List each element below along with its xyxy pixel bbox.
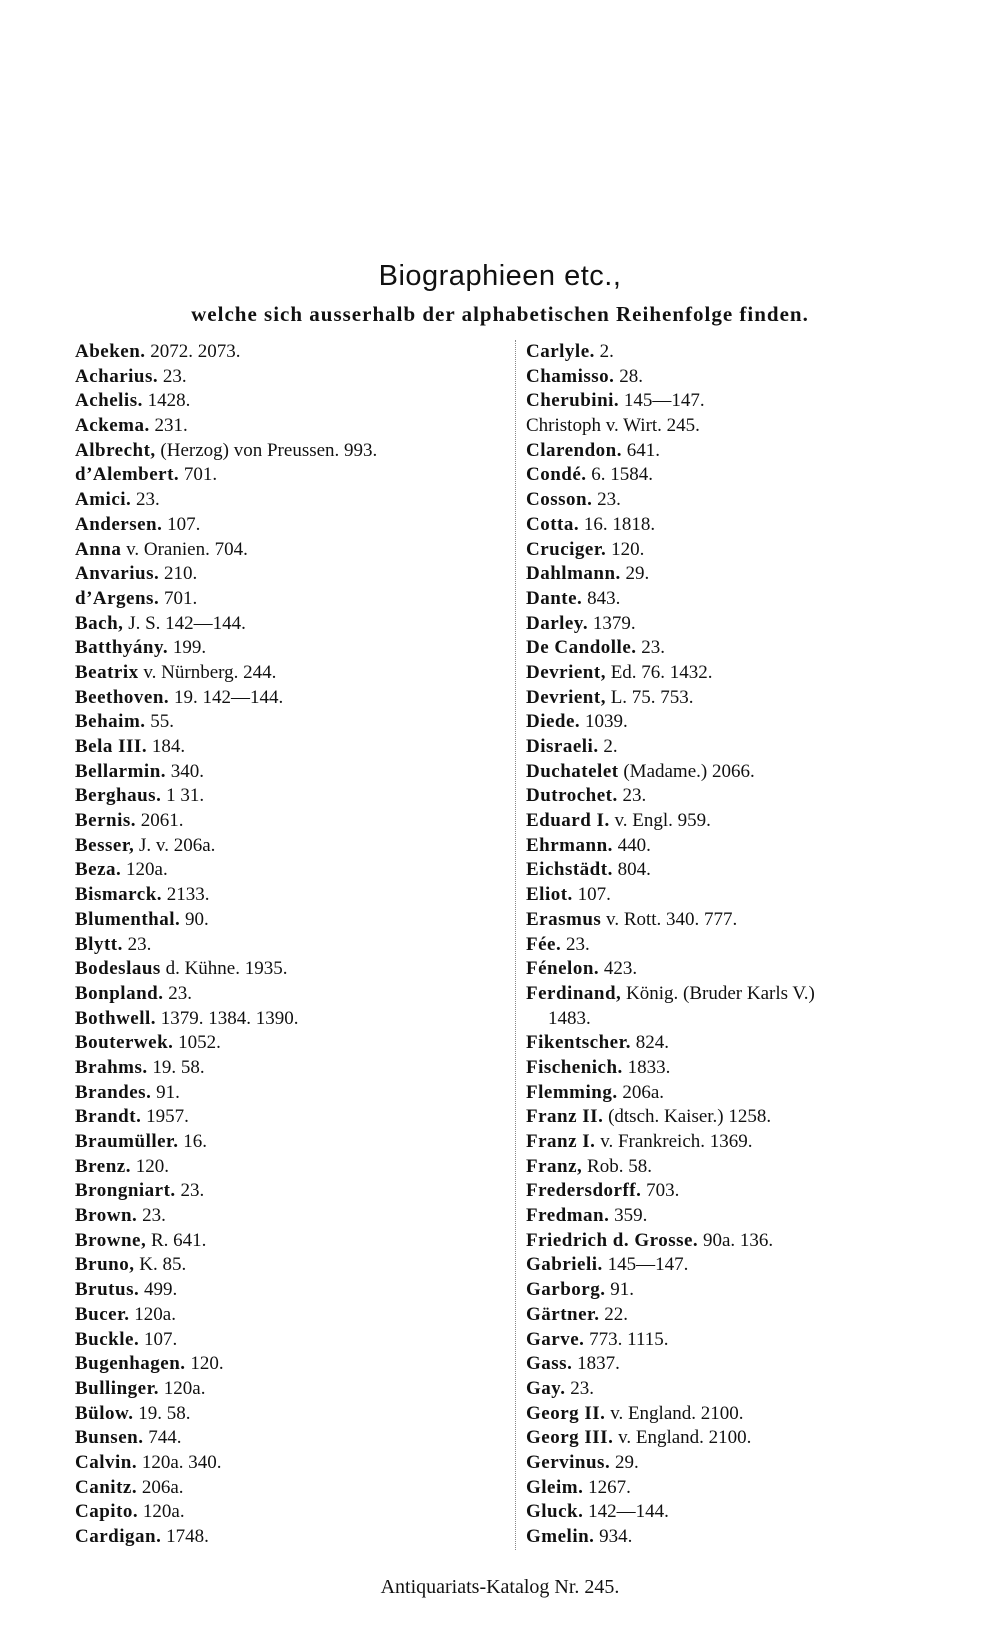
- entry-references: J. v. 206a.: [134, 834, 216, 856]
- entry-name: Amici.: [75, 489, 132, 511]
- entry-name: De Candolle.: [526, 637, 637, 659]
- index-entry: [75, 513, 377, 538]
- index-entry: [526, 636, 815, 661]
- entry-name: Batthyány.: [75, 637, 169, 659]
- index-entry: [75, 1328, 377, 1353]
- entry-name: Ehrmann.: [526, 834, 613, 856]
- entry-references: 641.: [621, 439, 660, 461]
- index-entry: [526, 784, 815, 809]
- entry-name: Fikentscher.: [526, 1032, 632, 1054]
- index-entry: [75, 1204, 377, 1229]
- entry-name: Disraeli.: [526, 736, 599, 757]
- index-entry: [526, 1179, 815, 1204]
- index-entry: [526, 1525, 815, 1550]
- entry-name: Devrient,: [526, 686, 606, 708]
- entry-name: Beza.: [75, 859, 122, 881]
- index-column-left: [75, 340, 377, 1550]
- index-entry: [526, 710, 815, 735]
- index-entry: [526, 463, 815, 488]
- index-entry: [526, 1426, 815, 1451]
- entry-references: 440.: [612, 834, 651, 856]
- entry-name: Gabrieli.: [526, 1254, 603, 1276]
- entry-name: Gärtner.: [526, 1303, 600, 1325]
- entry-name: Devrient,: [526, 661, 606, 683]
- entry-references: 2133.: [162, 884, 210, 906]
- index-entry: [75, 760, 377, 785]
- index-entry: [75, 883, 377, 908]
- entry-name: Buckle.: [75, 1328, 140, 1350]
- entry-name: Cruciger.: [526, 538, 607, 560]
- entry-name: Carlyle.: [526, 341, 595, 362]
- entry-name: Achelis.: [75, 390, 143, 412]
- entry-references: 1837.: [572, 1353, 620, 1375]
- index-entry: [75, 1525, 377, 1550]
- entry-references: 340.: [166, 760, 205, 782]
- index-entry: [526, 834, 815, 859]
- index-entry: [526, 858, 815, 883]
- entry-references: König. (Bruder Karls V.): [621, 982, 815, 1004]
- index-entry: [75, 1081, 377, 1106]
- entry-references: 184.: [147, 736, 186, 757]
- entry-references: 91.: [605, 1279, 634, 1301]
- entry-references: 23.: [636, 637, 665, 659]
- entry-name: Beatrix: [75, 661, 139, 683]
- entry-references: 142—144.: [583, 1501, 669, 1523]
- entry-name: Franz,: [526, 1155, 583, 1177]
- entry-references: 1957.: [141, 1106, 189, 1128]
- entry-name: Brown.: [75, 1205, 138, 1227]
- entry-references: 206a.: [617, 1081, 665, 1103]
- entry-name: Fischenich.: [526, 1056, 623, 1078]
- index-entry: [526, 439, 815, 464]
- entry-name: Dutrochet.: [526, 785, 618, 807]
- index-entry: [75, 1476, 377, 1501]
- entry-references: 23.: [163, 982, 192, 1004]
- entry-name: Fredman.: [526, 1205, 610, 1227]
- index-entry: [75, 1451, 377, 1476]
- entry-references: 55.: [145, 711, 175, 733]
- entry-references: L. 75. 753.: [605, 686, 694, 708]
- index-entry: [526, 883, 815, 908]
- index-entry: [75, 661, 377, 686]
- entry-references: 1379.: [588, 612, 636, 634]
- entry-name: Bernis.: [75, 810, 137, 832]
- entry-references: 6. 1584.: [586, 464, 654, 486]
- index-entry: [526, 1031, 815, 1056]
- entry-references: 359.: [609, 1205, 648, 1227]
- entry-references: 2.: [594, 341, 614, 362]
- index-entry: [75, 488, 377, 513]
- entry-references: v. England. 2100.: [613, 1427, 752, 1449]
- entry-name: Berghaus.: [75, 785, 162, 807]
- index-entry: [75, 1130, 377, 1155]
- entry-references: 16.: [178, 1131, 207, 1152]
- entry-references: 701.: [159, 587, 198, 609]
- entry-references: 843.: [582, 587, 621, 609]
- entry-references: J. S. 142—144.: [123, 612, 246, 634]
- index-entry: [75, 1031, 377, 1056]
- entry-name: Ackema.: [75, 415, 150, 437]
- index-entry: [75, 1402, 377, 1427]
- index-entry: [75, 1007, 377, 1032]
- entry-name: Darley.: [526, 612, 589, 634]
- entry-references: 199.: [168, 637, 207, 659]
- index-entry: [75, 1500, 377, 1525]
- entry-references: 120.: [606, 538, 645, 560]
- index-entry: [75, 1253, 377, 1278]
- index-entry: [526, 661, 815, 686]
- entry-references: 1052.: [173, 1032, 221, 1054]
- entry-name: Bothwell.: [75, 1007, 157, 1029]
- entry-name: Erasmus: [526, 908, 602, 930]
- entry-name: Bucer.: [75, 1303, 130, 1325]
- index-entry: [75, 1352, 377, 1377]
- entry-name: Brutus.: [75, 1279, 140, 1301]
- entry-references: 29.: [610, 1451, 639, 1473]
- entry-name: Chamisso.: [526, 365, 615, 387]
- entry-name: Bunsen.: [75, 1427, 144, 1449]
- index-entry: [75, 587, 377, 612]
- entry-references: 934.: [594, 1526, 633, 1547]
- index-entry: [526, 340, 815, 365]
- entry-references: 1428.: [142, 390, 191, 412]
- entry-references: 206a.: [137, 1476, 184, 1498]
- index-entry: [75, 982, 377, 1007]
- index-entry: [75, 908, 377, 933]
- index-entry: [75, 834, 377, 859]
- entry-references: v. Nürnberg. 244.: [138, 661, 277, 683]
- index-entry: [75, 784, 377, 809]
- index-entry: [526, 686, 815, 711]
- index-entry: [75, 538, 377, 563]
- index-entry: [526, 414, 815, 439]
- entry-references: 120a.: [159, 1377, 206, 1399]
- page-footer: Antiquariats-Katalog Nr. 245.: [380, 1576, 620, 1598]
- entry-name: Bismarck.: [75, 884, 163, 906]
- index-column-right: [515, 340, 815, 1550]
- entry-references: 703.: [641, 1180, 680, 1202]
- index-entry: [526, 1204, 815, 1229]
- entry-name: Bülow.: [75, 1402, 134, 1424]
- entry-name: Eliot.: [526, 884, 573, 906]
- entry-name: Gluck.: [526, 1501, 584, 1523]
- entry-name: Friedrich d. Grosse.: [526, 1229, 699, 1251]
- index-entry: [526, 1105, 815, 1130]
- entry-name: Acharius.: [75, 365, 159, 387]
- entry-name: Brongniart.: [75, 1180, 176, 1202]
- entry-name: Browne,: [75, 1229, 147, 1251]
- entry-name: Anvarius.: [75, 563, 160, 585]
- page-title: Biographieen etc.,: [378, 260, 622, 292]
- index-entry: [526, 908, 815, 933]
- entry-references: 1 31.: [161, 785, 205, 807]
- entry-name: Brandt.: [75, 1106, 142, 1128]
- index-entry: [75, 1056, 377, 1081]
- index-entry: [526, 735, 815, 760]
- entry-name: d’Alembert.: [75, 464, 180, 486]
- entry-references: 1748.: [161, 1526, 209, 1547]
- entry-name: Clarendon.: [526, 439, 622, 461]
- index-entry: [526, 1402, 815, 1427]
- entry-name: Andersen.: [75, 513, 163, 535]
- entry-name: Condé.: [526, 464, 587, 486]
- entry-references: v. Rott. 340. 777.: [601, 908, 738, 930]
- index-entry: [75, 686, 377, 711]
- index-entry: [75, 1105, 377, 1130]
- entry-references: 90.: [180, 908, 209, 930]
- entry-name: Canitz.: [75, 1476, 138, 1498]
- entry-references: 90a. 136.: [698, 1229, 774, 1251]
- entry-references: 23.: [561, 933, 590, 955]
- entry-references: 107.: [572, 884, 611, 906]
- index-entry: [526, 1056, 815, 1081]
- index-entry: [75, 858, 377, 883]
- entry-references: 23.: [122, 933, 152, 955]
- entry-references: 423.: [599, 958, 638, 980]
- index-entry: [526, 1130, 815, 1155]
- index-entry: [75, 1426, 377, 1451]
- entry-references: 1833.: [622, 1056, 671, 1078]
- entry-references: K. 85.: [134, 1254, 187, 1276]
- entry-name: Behaim.: [75, 711, 146, 733]
- entry-references: 28.: [614, 365, 643, 387]
- entry-references: 23.: [592, 489, 621, 511]
- index-entry: [526, 513, 815, 538]
- index-entry: [526, 760, 815, 785]
- entry-name: Eichstädt.: [526, 859, 613, 881]
- index-entry: [75, 957, 377, 982]
- index-entry: [526, 1229, 815, 1254]
- index-entry: [75, 365, 377, 390]
- entry-references: v. Engl. 959.: [609, 810, 711, 832]
- index-entry: [75, 636, 377, 661]
- entry-references: 22.: [599, 1303, 628, 1325]
- entry-references: (Herzog) von Preussen. 993.: [155, 439, 378, 461]
- index-entry: [75, 463, 377, 488]
- index-entry: [526, 933, 815, 958]
- entry-references: d. Kühne. 1935.: [160, 958, 288, 980]
- index-entry: [526, 1451, 815, 1476]
- entry-name: Albrecht,: [75, 439, 156, 461]
- entry-name: Beethoven.: [75, 686, 170, 708]
- entry-name: Bullinger.: [75, 1377, 160, 1399]
- index-entry: [75, 340, 377, 365]
- entry-references: (Madame.) 2066.: [618, 760, 755, 782]
- entry-name: Georg III.: [526, 1427, 614, 1449]
- entry-name: Franz I.: [526, 1131, 596, 1152]
- entry-references: v. England. 2100.: [605, 1402, 744, 1424]
- entry-name: Braumüller.: [75, 1131, 179, 1152]
- index-entry: [75, 710, 377, 735]
- index-entry: [526, 1007, 815, 1032]
- entry-references: 23.: [175, 1180, 205, 1202]
- entry-name: Gervinus.: [526, 1451, 611, 1473]
- entry-references: 120a. 340.: [137, 1451, 222, 1473]
- entry-name: Bach,: [75, 612, 124, 634]
- index-entry: [526, 612, 815, 637]
- entry-name: Bouterwek.: [75, 1032, 174, 1054]
- entry-references: 23.: [131, 489, 160, 511]
- entry-name: Cardigan.: [75, 1526, 162, 1547]
- entry-name: Blumenthal.: [75, 908, 181, 930]
- index-entry: [526, 1303, 815, 1328]
- entry-name: Cotta.: [526, 513, 580, 535]
- entry-name: Franz II.: [526, 1106, 604, 1128]
- index-entry: [75, 809, 377, 834]
- entry-name: Besser,: [75, 834, 135, 856]
- entry-references: v. Oranien. 704.: [121, 538, 248, 560]
- index-entry: [526, 1081, 815, 1106]
- entry-references: 91.: [151, 1081, 180, 1103]
- entry-references: 23.: [158, 365, 187, 387]
- entry-references: 19. 142—144.: [169, 686, 284, 708]
- entry-name: d’Argens.: [75, 587, 160, 609]
- entry-name: Bela III.: [75, 736, 148, 757]
- entry-name: Dahlmann.: [526, 563, 621, 585]
- entry-references: 120a.: [138, 1501, 185, 1523]
- entry-references: 16. 1818.: [579, 513, 656, 535]
- entry-references: 1379. 1384. 1390.: [156, 1007, 299, 1029]
- entry-name: Calvin.: [75, 1451, 138, 1473]
- entry-references: Christoph v. Wirt. 245.: [526, 415, 700, 437]
- entry-name: Brandes.: [75, 1081, 152, 1103]
- index-entry: [526, 562, 815, 587]
- entry-name: Fredersdorff.: [526, 1180, 642, 1202]
- entry-name: Fénelon.: [526, 958, 600, 980]
- entry-references: 231.: [149, 415, 188, 437]
- entry-name: Brenz.: [75, 1155, 131, 1177]
- entry-references: 2.: [598, 736, 618, 757]
- entry-name: Duchatelet: [526, 760, 619, 782]
- entry-references: (dtsch. Kaiser.) 1258.: [603, 1106, 772, 1128]
- index-entry: [526, 365, 815, 390]
- entry-name: Bellarmin.: [75, 760, 167, 782]
- index-entry: [526, 1377, 815, 1402]
- entry-references: 2072. 2073.: [145, 341, 241, 362]
- entry-name: Diede.: [526, 711, 581, 733]
- entry-references: 1267.: [583, 1476, 631, 1498]
- index-entry: [526, 1352, 815, 1377]
- entry-name: Georg II.: [526, 1402, 606, 1424]
- index-entry: [75, 735, 377, 760]
- entry-references: 107.: [162, 513, 201, 535]
- entry-references: 107.: [139, 1328, 178, 1350]
- index-entry: [526, 809, 815, 834]
- index-entry: [75, 1229, 377, 1254]
- entry-name: Ferdinand,: [526, 982, 622, 1004]
- entry-references: 120a.: [121, 859, 168, 881]
- entry-name: Gay.: [526, 1377, 566, 1399]
- entry-references: 19. 58.: [133, 1402, 191, 1424]
- entry-name: Abeken.: [75, 341, 146, 362]
- entry-references: 804.: [612, 859, 651, 881]
- entry-references: 1483.: [548, 1007, 591, 1029]
- entry-references: 19. 58.: [147, 1056, 205, 1078]
- index-entry: [526, 1253, 815, 1278]
- index-entry: [75, 1179, 377, 1204]
- entry-references: 29.: [620, 563, 650, 585]
- entry-name: Bodeslaus: [75, 958, 161, 980]
- entry-name: Capito.: [75, 1501, 139, 1523]
- index-entry: [526, 538, 815, 563]
- entry-references: Ed. 76. 1432.: [605, 661, 713, 683]
- index-entry: [526, 982, 815, 1007]
- index-entry: [526, 1476, 815, 1501]
- index-entry: [75, 414, 377, 439]
- entry-references: 120.: [185, 1353, 224, 1375]
- index-entry: [75, 612, 377, 637]
- entry-name: Bruno,: [75, 1254, 135, 1276]
- entry-name: Cherubini.: [526, 390, 620, 412]
- entry-references: 120a.: [129, 1303, 176, 1325]
- entry-name: Fée.: [526, 933, 562, 955]
- index-entry: [526, 1500, 815, 1525]
- entry-references: 499.: [139, 1279, 178, 1301]
- entry-references: 773. 1115.: [584, 1328, 669, 1350]
- index-entry: [75, 562, 377, 587]
- index-entry: [75, 1278, 377, 1303]
- entry-name: Garve.: [526, 1328, 585, 1350]
- index-entry: [526, 1328, 815, 1353]
- entry-name: Anna: [75, 538, 122, 560]
- entry-name: Gass.: [526, 1353, 573, 1375]
- entry-name: Bonpland.: [75, 982, 164, 1004]
- entry-references: 120.: [130, 1155, 169, 1177]
- page-subtitle: welche sich ausserhalb der alphabetischen Reihenfolge finden.: [191, 302, 809, 326]
- entry-references: 23.: [137, 1205, 166, 1227]
- entry-name: Flemming.: [526, 1081, 618, 1103]
- entry-name: Gmelin.: [526, 1526, 595, 1547]
- entry-references: R. 641.: [146, 1229, 207, 1251]
- entry-name: Dante.: [526, 587, 583, 609]
- index-entry: [526, 389, 815, 414]
- entry-references: 145—147.: [619, 390, 705, 412]
- index-entry: [75, 439, 377, 464]
- entry-name: Cosson.: [526, 489, 593, 511]
- index-entry: [75, 1303, 377, 1328]
- entry-references: 210.: [159, 563, 198, 585]
- index-entry: [526, 488, 815, 513]
- index-entry: [75, 389, 377, 414]
- index-entry: [75, 1155, 377, 1180]
- index-entry: [526, 957, 815, 982]
- entry-references: 744.: [143, 1427, 182, 1449]
- entry-references: 824.: [631, 1032, 670, 1054]
- entry-references: 23.: [565, 1377, 594, 1399]
- index-entry: [526, 1155, 815, 1180]
- entry-name: Eduard I.: [526, 810, 610, 832]
- entry-references: 145—147.: [602, 1254, 689, 1276]
- entry-references: 23.: [617, 785, 647, 807]
- entry-references: v. Frankreich. 1369.: [595, 1131, 753, 1152]
- entry-references: Rob. 58.: [582, 1155, 652, 1177]
- entry-name: Garborg.: [526, 1279, 606, 1301]
- entry-name: Brahms.: [75, 1056, 148, 1078]
- index-entry: [75, 1377, 377, 1402]
- entry-references: 1039.: [580, 711, 628, 733]
- index-entry: [526, 587, 815, 612]
- entry-name: Gleim.: [526, 1476, 584, 1498]
- index-entry: [75, 933, 377, 958]
- index-entry: [526, 1278, 815, 1303]
- entry-references: 701.: [179, 464, 218, 486]
- entry-name: Bugenhagen.: [75, 1353, 186, 1375]
- entry-references: 2061.: [136, 810, 184, 832]
- entry-name: Blytt.: [75, 933, 123, 955]
